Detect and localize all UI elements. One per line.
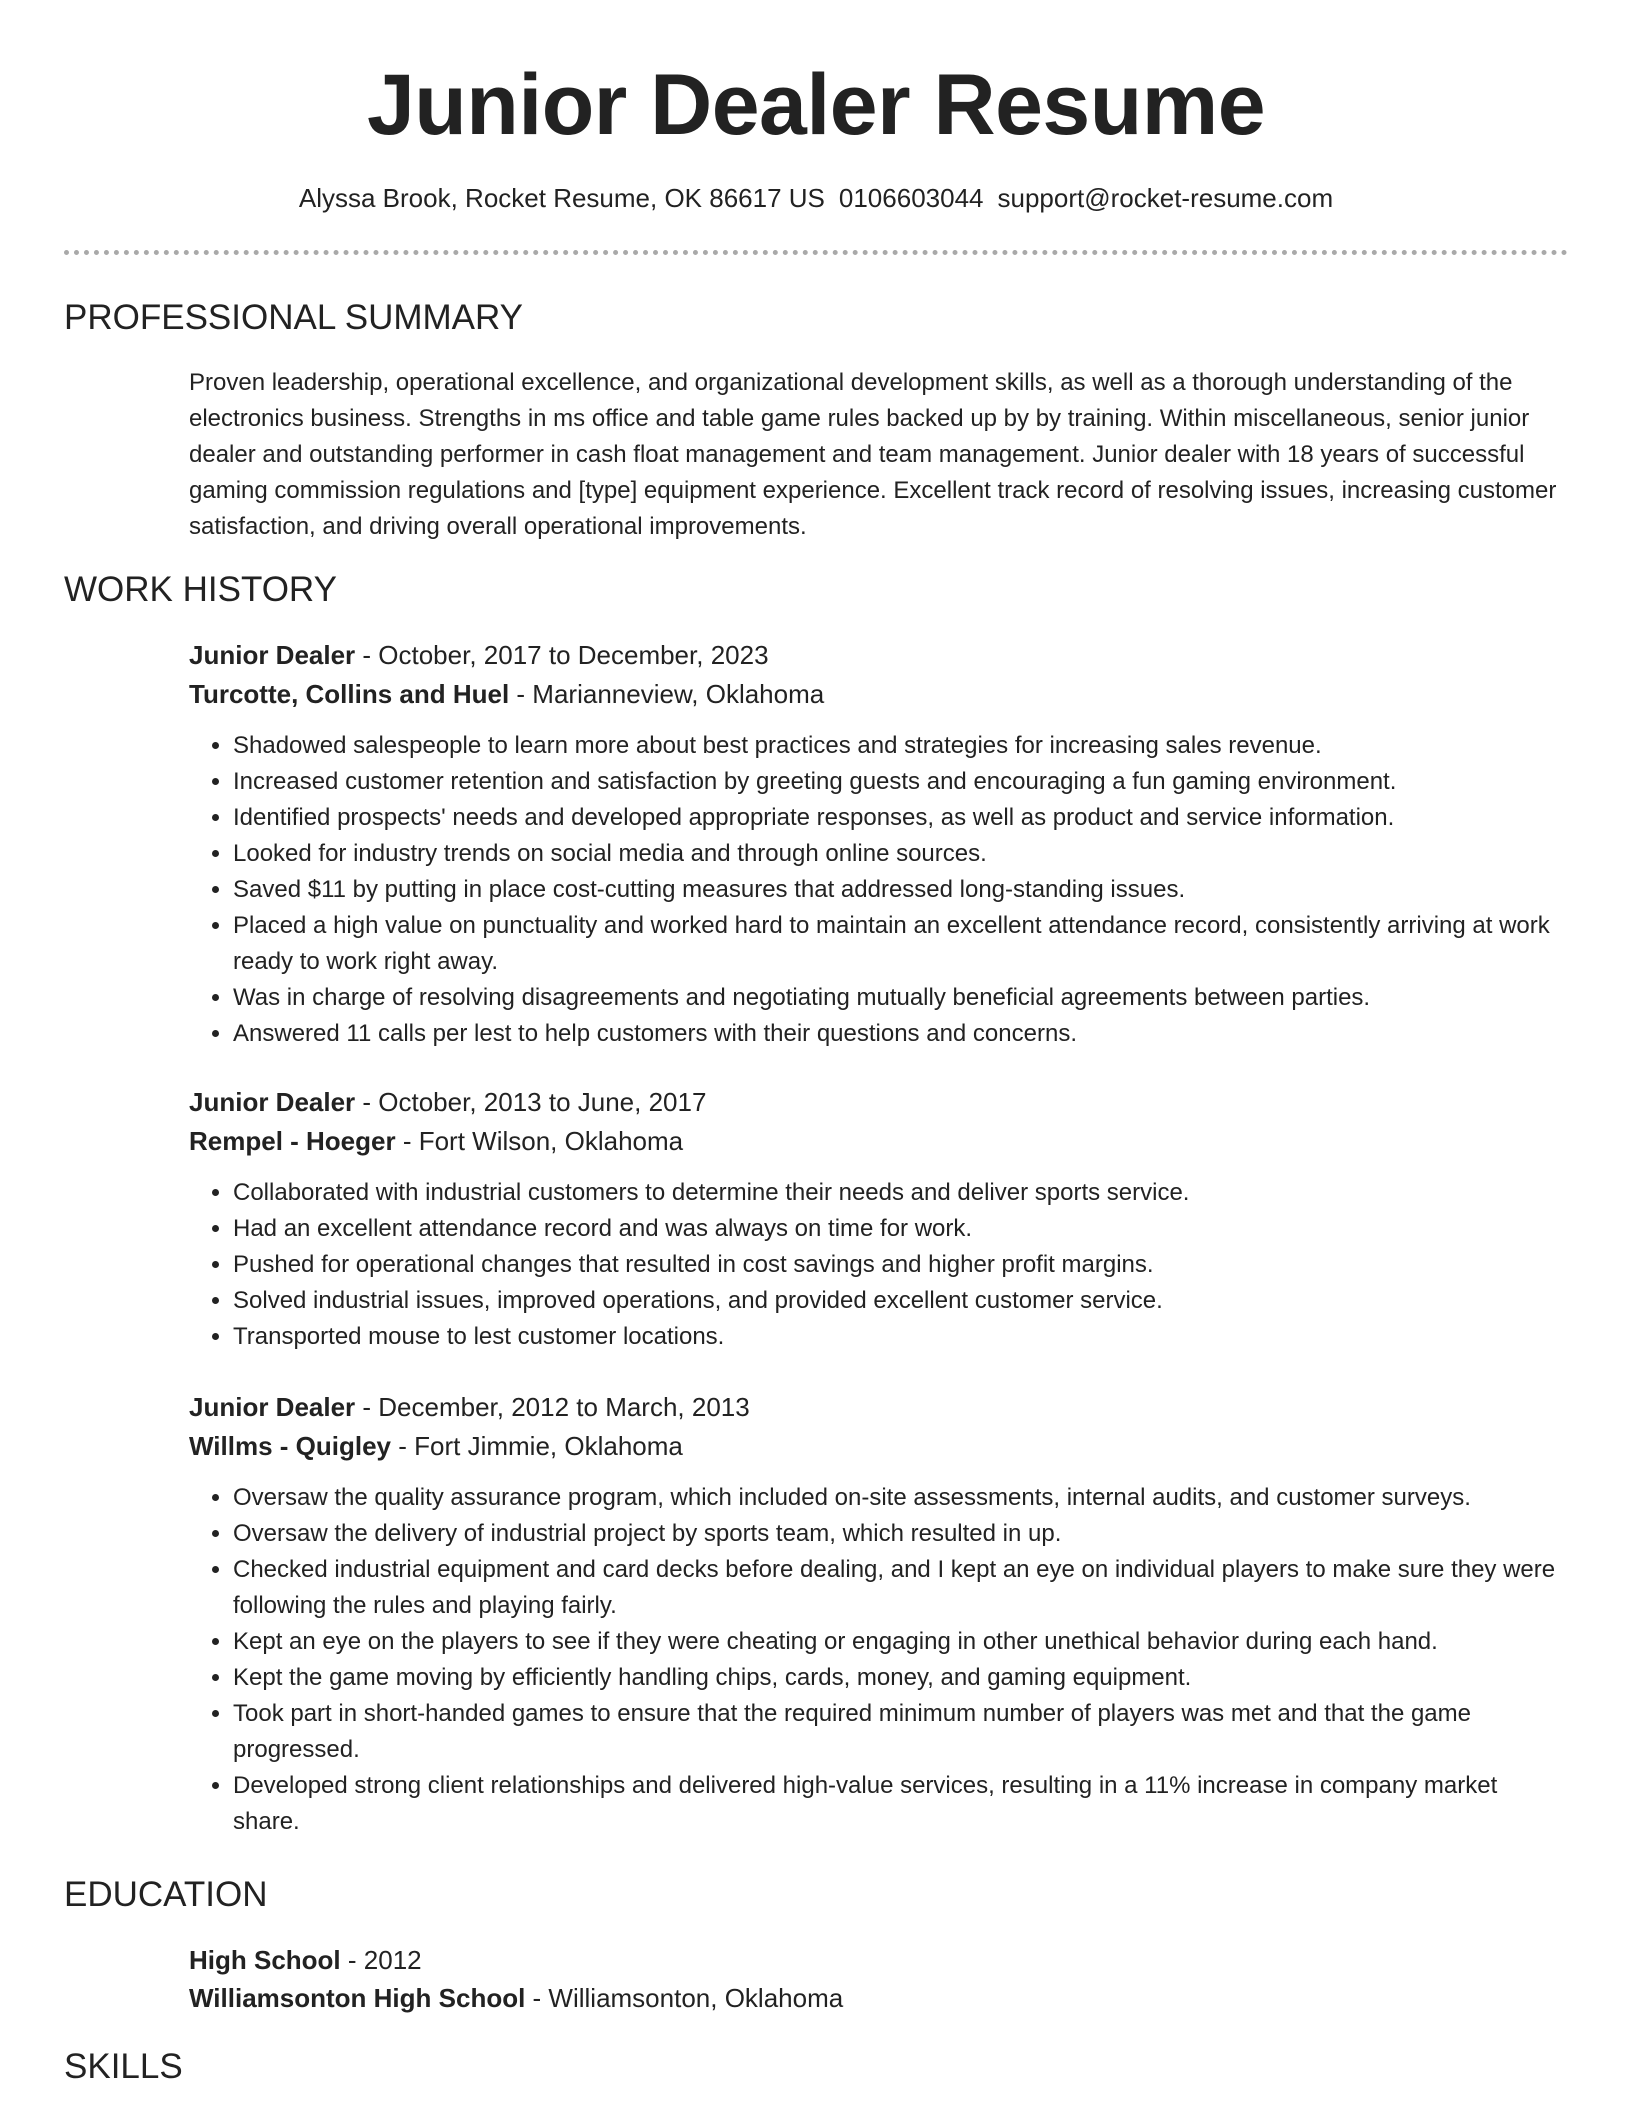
education-degree-line (189, 1941, 422, 1979)
section-title-work-history: WORK HISTORY (64, 570, 337, 609)
section-title-skills: SKILLS (64, 2047, 183, 2086)
job-1-duty: • Answered 11 calls per lest to help customers with their questions and concerns. (233, 1016, 1569, 1052)
job-2-duty: • Transported mouse to lest customer locations. (233, 1319, 1569, 1355)
job-2-duty: • Solved industrial issues, improved operations, and provided excellent customer service. (233, 1283, 1569, 1319)
job-3-duty: • Developed strong client relationships and delivered high-value services, resulting in a 11% increase in company market share. (233, 1768, 1569, 1840)
job-2-title-line (189, 1083, 706, 1121)
job-1-duty: • Saved $11 by putting in place cost-cutting measures that addressed long-standing issues. (233, 872, 1569, 908)
job-1-location: - Marianneview, Oklahoma (509, 679, 825, 709)
job-1-duty: • Placed a high value on punctuality and worked hard to maintain an excellent attendance record, consistently arriving at work ready to work right away. (233, 908, 1569, 980)
job-1-duties (189, 728, 1569, 1052)
job-2-company: Rempel - Hoeger (189, 1126, 396, 1156)
job-3-title: Junior Dealer (189, 1392, 356, 1422)
education-school: Williamsonton High School (189, 1983, 526, 2013)
job-3-duty: • Kept the game moving by efficiently handling chips, cards, money, and gaming equipment. (233, 1660, 1569, 1696)
job-3-duty: • Took part in short-handed games to ensure that the required minimum number of players was met and that the game progressed. (233, 1696, 1569, 1768)
job-1-duty: • Looked for industry trends on social media and through online sources. (233, 836, 1569, 872)
job-2-duty: • Collaborated with industrial customers to determine their needs and deliver sports service. (233, 1175, 1569, 1211)
job-3-company: Willms - Quigley (189, 1431, 392, 1461)
job-1-title-line (189, 636, 769, 674)
section-title-education: EDUCATION (64, 1875, 268, 1914)
job-1-title: Junior Dealer (189, 640, 356, 670)
section-title-summary: PROFESSIONAL SUMMARY (64, 298, 523, 337)
page-title: Junior Dealer Resume (366, 57, 1266, 153)
contact-address: Alyssa Brook, Rocket Resume, OK 86617 US (298, 183, 825, 213)
job-3-duty: • Oversaw the delivery of industrial project by sports team, which resulted in up. (233, 1516, 1569, 1552)
job-2-duties (189, 1175, 1569, 1355)
job-3-title-line (189, 1388, 750, 1426)
job-1-duty: • Was in charge of resolving disagreements and negotiating mutually beneficial agreements between parties. (233, 980, 1569, 1016)
job-2-company-line (189, 1122, 683, 1160)
job-1-company-line (189, 675, 824, 713)
job-1-company: Turcotte, Collins and Huel (189, 679, 510, 709)
education-year: - 2012 (340, 1945, 422, 1975)
contact-line (0, 180, 1632, 216)
job-3-dates: - December, 2012 to March, 2013 (355, 1392, 750, 1422)
job-1-duty: • Identified prospects' needs and developed appropriate responses, as well as product and service information. (233, 800, 1569, 836)
job-1-duty: • Shadowed salespeople to learn more about best practices and strategies for increasing sales revenue. (233, 728, 1569, 764)
job-3-duty: • Checked industrial equipment and card decks before dealing, and I kept an eye on individual players to make sure they were following the rules and playing fairly. (233, 1552, 1569, 1624)
job-3-duty: • Kept an eye on the players to see if they were cheating or engaging in other unethical behavior during each hand. (233, 1624, 1569, 1660)
job-2-duty: • Had an excellent attendance record and was always on time for work. (233, 1211, 1569, 1247)
job-3-duties (189, 1480, 1569, 1840)
job-2-title: Junior Dealer (189, 1087, 356, 1117)
education-location: - Williamsonton, Oklahoma (525, 1983, 844, 2013)
job-1-dates: - October, 2017 to December, 2023 (355, 640, 769, 670)
job-2-location: - Fort Wilson, Oklahoma (395, 1126, 684, 1156)
job-3-company-line (189, 1427, 683, 1465)
header-divider (64, 250, 1568, 255)
summary-text: Proven leadership, operational excellence, and organizational development skills, as well as a thorough understanding of the electronics business. Strengths in ms office and table game rules backed up by by training. Within miscellaneous, senior junior dealer and outstanding performer in cash float management and team management. Junior dealer with 18 years of successful gaming commission regulations and [type] equipment experience. Excellent track record of resolving issues, increasing customer satisfaction, and driving overall operational improvements. (189, 369, 1557, 540)
contact-phone: 0106603044 (838, 183, 984, 213)
contact-email[interactable]: support@rocket-resume.com (997, 183, 1334, 213)
job-2-dates: - October, 2013 to June, 2017 (355, 1087, 707, 1117)
job-2-duty: • Pushed for operational changes that resulted in cost savings and higher profit margins. (233, 1247, 1569, 1283)
education-degree: High School (189, 1945, 341, 1975)
job-3-location: - Fort Jimmie, Oklahoma (391, 1431, 683, 1461)
job-3-duty: • Oversaw the quality assurance program, which included on-site assessments, internal audits, and customer surveys. (233, 1480, 1569, 1516)
job-1-duty: • Increased customer retention and satisfaction by greeting guests and encouraging a fun gaming environment. (233, 764, 1569, 800)
education-school-line (189, 1979, 843, 2017)
